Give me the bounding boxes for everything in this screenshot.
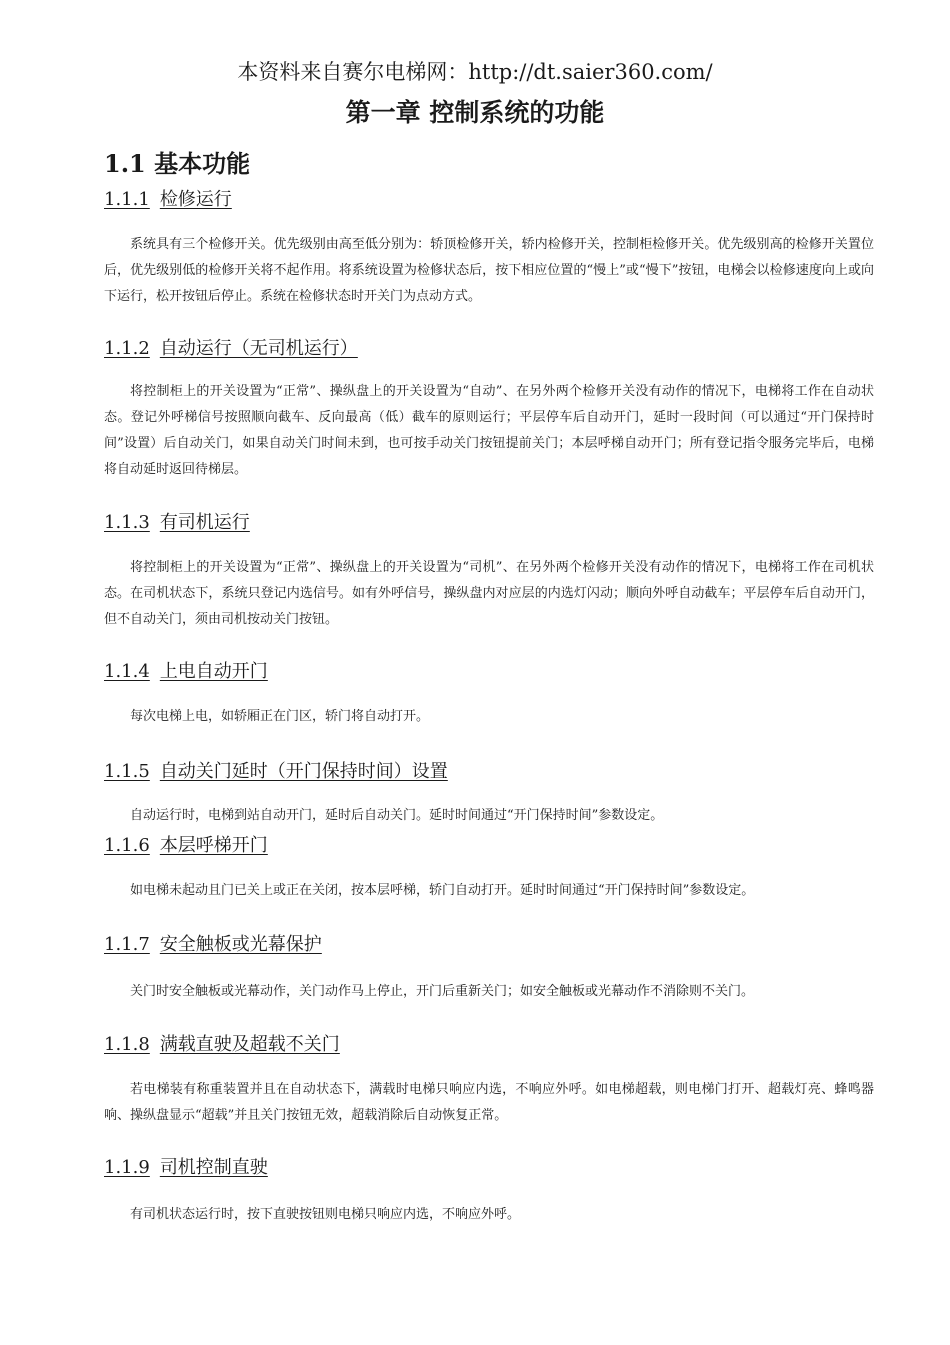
subsection-number: 1.1.5	[104, 761, 150, 782]
subsection-heading: 自动关门延时（开门保持时间）设置	[159, 761, 448, 782]
section-title: 1.1 基本功能	[104, 149, 251, 178]
subsection-heading: 有司机运行	[159, 512, 250, 533]
header-source-line: 本资料来自赛尔电梯网：http://dt.saier360.com/	[237, 60, 713, 84]
subsection-body-1-1-5: 自动运行时，电梯到站自动开门，延时后自动关门。延时时间通过“开门保持时间”参数设定。	[130, 808, 664, 823]
subsection-heading: 司机控制直驶	[159, 1157, 268, 1178]
subsection-number: 1.1.3	[104, 512, 150, 533]
subsection-title-1-1-8	[104, 1030, 340, 1056]
subsection-title-1-1-2	[104, 334, 358, 360]
subsection-body-1-1-3: 将控制柜上的开关设置为“正常”、操纵盘上的开关设置为“司机”、在另外两个检修开关没有动作的情况下，电梯将工作在司机状态。在司机状态下，系统只登记内选信号。如有外呼信号，操纵盘内对应层的内选灯闪动；顺向外呼自动截车；平层停车后自动开门，但不自动关门，须由司机按动关门按钮。	[104, 560, 874, 627]
subsection-heading: 满载直驶及超载不关门	[159, 1034, 340, 1055]
chapter-title: 第一章 控制系统的功能	[345, 98, 605, 127]
subsection-number: 1.1.7	[104, 934, 150, 955]
subsection-body-1-1-9: 有司机状态运行时，按下直驶按钮则电梯只响应内选，不响应外呼。	[130, 1207, 521, 1222]
subsection-body-1-1-8: 若电梯装有称重装置并且在自动状态下，满载时电梯只响应内选，不响应外呼。如电梯超载，则电梯门打开、超载灯亮、蜂鸣器响、操纵盘显示“超载”并且关门按钮无效，超载消除后自动恢复正常。	[104, 1082, 874, 1123]
subsection-body-1-1-7: 关门时安全触板或光幕动作，关门动作马上停止，开门后重新关门；如安全触板或光幕动作不消除则不关门。	[130, 984, 755, 999]
subsection-number: 1.1.9	[104, 1157, 150, 1178]
subsection-number: 1.1.8	[104, 1034, 150, 1055]
subsection-body-1-1-6: 如电梯未起动且门已关上或正在关闭，按本层呼梯，轿门自动打开。延时时间通过“开门保持时间”参数设定。	[130, 883, 755, 898]
subsection-heading: 检修运行	[159, 189, 232, 210]
subsection-title-1-1-6	[104, 831, 268, 857]
subsection-title-1-1-5	[104, 757, 448, 783]
subsection-number: 1.1.4	[104, 661, 150, 682]
subsection-title-1-1-1	[104, 185, 232, 211]
subsection-heading: 安全触板或光幕保护	[159, 934, 322, 955]
subsection-title-1-1-9	[104, 1153, 268, 1179]
subsection-number: 1.1.2	[104, 338, 150, 359]
subsection-body-1-1-4: 每次电梯上电，如轿厢正在门区，轿门将自动打开。	[130, 709, 430, 724]
subsection-heading: 自动运行（无司机运行）	[159, 338, 358, 359]
subsection-number: 1.1.1	[104, 189, 150, 210]
subsection-heading: 本层呼梯开门	[159, 835, 268, 856]
subsection-body-1-1-2: 将控制柜上的开关设置为“正常”、操纵盘上的开关设置为“自动”、在另外两个检修开关没有动作的情况下，电梯将工作在自动状态。登记外呼梯信号按照顺向截车、反向最高（低）截车的原则运行；平层停车后自动开门，延时一段时间（可以通过“开门保持时间”设置）后自动关门，如果自动关门时间未到，也可按手动关门按钮提前关门；本层呼梯自动开门；所有登记指令服务完毕后，电梯将自动延时返回待梯层。	[104, 384, 874, 477]
subsection-title-1-1-3	[104, 508, 250, 534]
subsection-body-1-1-1: 系统具有三个检修开关。优先级别由高至低分别为：轿顶检修开关，轿内检修开关，控制柜检修开关。优先级别高的检修开关置位后，优先级别低的检修开关将不起作用。将系统设置为检修状态后，按下相应位置的“慢上”或“慢下”按钮，电梯会以检修速度向上或向下运行，松开按钮后停止。系统在检修状态时开关门为点动方式。	[104, 237, 874, 304]
subsection-title-1-1-7	[104, 930, 322, 956]
subsection-title-1-1-4	[104, 657, 268, 683]
subsection-heading: 上电自动开门	[159, 661, 268, 682]
subsection-number: 1.1.6	[104, 835, 150, 856]
